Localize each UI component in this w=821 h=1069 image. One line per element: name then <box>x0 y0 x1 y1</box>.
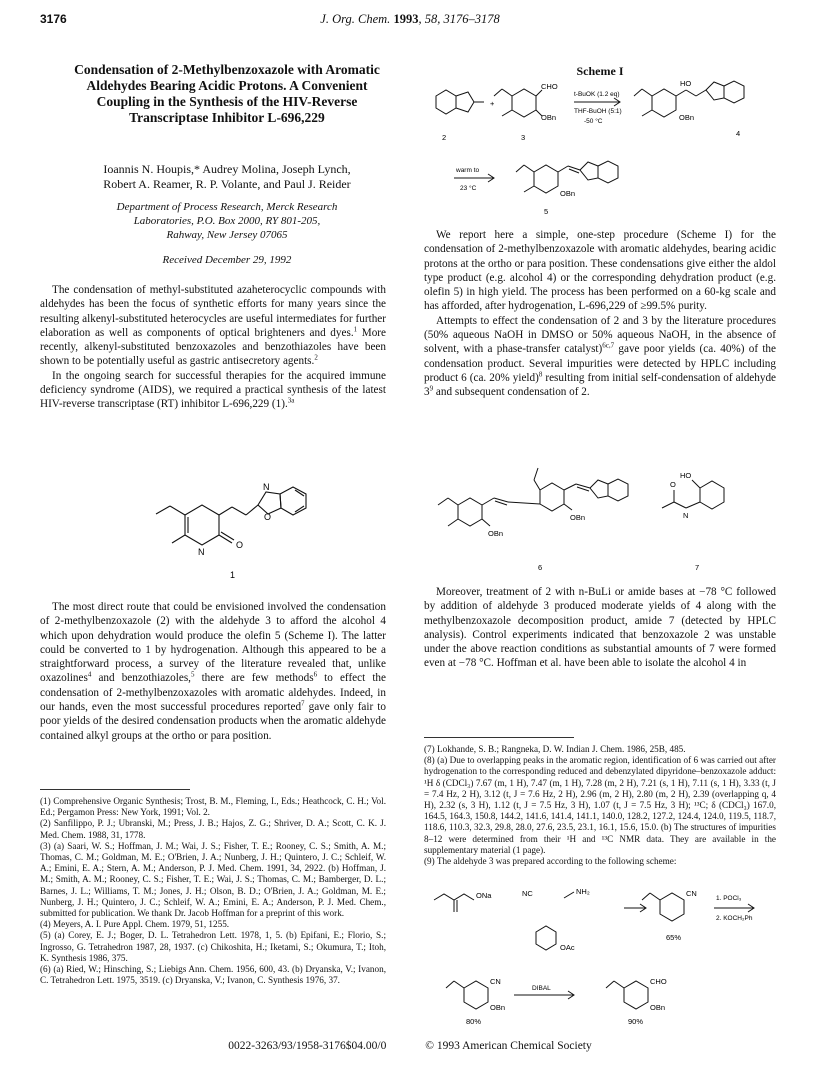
c6-obn-lower: OBn <box>488 529 504 538</box>
s9-cn-2: CN <box>490 977 501 986</box>
s9-yield-80: 80% <box>466 1017 482 1026</box>
s9-step-1: 1. POCl₃ <box>716 895 742 902</box>
right-paragraph-3: Moreover, treatment of 2 with n-BuLi or amide bases at −78 °C followed by addition of aldehyde 3 produced moderate yields of 4 along with the methylbenzoxazole decomposition product, amide 7 (detected by HPLC analysis). Control experiments indicated that benzoxazole 2 was unstable under the above reaction conditions as substantial amounts of 7 were formed even at −78 °C. Hoffman et al. have been able to isolate the alcohol 4 in <box>424 586 776 670</box>
authors-line-1: Ioannis N. Houpis,* Audrey Molina, Joseph Lynch, <box>103 162 351 176</box>
page-number: 3176 <box>40 12 67 26</box>
c1-o-atom: O <box>264 512 272 522</box>
scheme-plus: + <box>490 99 495 108</box>
journal-year: 1993 <box>393 12 419 26</box>
c1-nh-atom: N <box>198 547 205 557</box>
c7-ho: HO <box>680 471 692 480</box>
scheme-reagent-2-bottom: 23 °C <box>460 185 477 192</box>
page-footer <box>40 1040 780 1052</box>
right-paragraph-2: Attempts to effect the condensation of 2 and 3 by the literature procedures (50% aqueous NaOH in DMSO or 50% aqueous NaOH, in the absence of solvent, with a phase-transfer catalyst)$^{6c,7}$ gave poor yields (ca. 40%) of the condensation product. Several impurities were detected by HPLC including product 6 (ca. 20% yield)$^8$ resulting from initial self-condensation of aldehyde $3^9$ and subsequent condensation of 2. <box>424 314 777 399</box>
footnote-4: (4) Meyers, A. I. Pure Appl. Chem. 1979, 51, 1255. <box>40 919 230 930</box>
s9-yield-90: 90% <box>628 1017 644 1026</box>
footnotes-left <box>40 796 386 986</box>
article-code: 0022-3263/93/1958-3176$04.00/0 <box>228 1040 387 1052</box>
scheme-reagent-2-top: warm to <box>456 167 480 174</box>
scheme-obn-5: OBn <box>560 189 576 198</box>
affiliation-line-3: Rahway, New Jersey 07065 <box>166 229 288 241</box>
footnote-rule-left <box>40 789 190 790</box>
scheme-obn-4: OBn <box>679 113 695 122</box>
compound-7-label: 7 <box>695 563 700 572</box>
intro-text <box>40 283 386 412</box>
s9-obn-2: OBn <box>650 1003 666 1012</box>
s9-ona: ONa <box>476 891 492 900</box>
body-text-right-top <box>424 228 776 400</box>
s9-nh2: NH₂ <box>576 887 590 896</box>
s9-obn-1: OBn <box>490 1003 506 1012</box>
journal-citation: J. Org. Chem. 1993, 58, 3176–3178 <box>320 12 500 26</box>
copyright: © 1993 American Chemical Society <box>425 1040 592 1052</box>
journal-name: J. Org. Chem. <box>320 12 391 26</box>
scheme-label-4: 4 <box>736 129 741 138</box>
scheme-1-figure <box>424 78 776 218</box>
affiliation <box>70 200 384 242</box>
scheme-ho: HO <box>680 79 692 88</box>
scheme-cho: CHO <box>541 82 558 91</box>
aldehyde-synthesis-scheme <box>424 880 776 1028</box>
scheme-label-2: 2 <box>442 133 447 142</box>
compounds-6-7-figure <box>430 450 776 580</box>
footnotes-right <box>424 744 776 867</box>
scheme-title: Scheme I <box>576 64 624 78</box>
compound-6-label: 6 <box>538 563 543 572</box>
intro-paragraph-1: The condensation of methyl-substituted azaheterocyclic compounds with aldehydes has been the focus of synthetic efforts for many years since the resulting alkenyl-substituted heterocycles are useful intermediates for further elaboration as well as components of optical brighteners and dyes.$^1$ More recently, alkenyl-substituted benzoxazoles and benzothiazoles have been shown to be potentially useful as gastric antisecretory agents.$^2$ <box>40 284 386 368</box>
body-text-left <box>40 600 386 743</box>
intro-paragraph-2: In the ongoing search for successful therapies for the acquired immune deficiency syndrome (AIDS), we required a practical synthesis of the latest HIV-reverse transcriptase (RT) inhibitor L-696,229 (1).$^{3a}$ <box>40 369 386 411</box>
s9-nc: NC <box>522 889 533 898</box>
c1-carbonyl-o: O <box>236 540 244 550</box>
c6-obn-upper: OBn <box>570 513 586 522</box>
c1-n-atom: N <box>263 482 270 492</box>
scheme-label-5: 5 <box>544 207 549 216</box>
footnote-8: (8) (a) Due to overlapping peaks in the aromatic region, identification of 6 was carried out after hydrogenation to the corresponding reduced and debenzylated dipyridone–benzoxazole adduct: ¹H δ (CDCl₃) 7.67 (m, 1 H), 7.47 (m, 1 H), 7.28 (m, 2 H), 7.21 (s, 1 H), 7.11 (s, 1 H), 3.33 (t, J = 7.4 Hz, 2 H), 3.12 (t, J = 7.6 Hz, 2 H), 2.96 (m, 2 H), 2.80 (m, 2 H), 2.39 (overlapping q, 4 H), 2.32 (s, 3 H), 1.12 (t, J = 7.5 Hz, 3 H), 1.07 (t, J = 7.5 Hz, 3 H); ¹³C; δ (CDCl₃) 167.0, 164.5, 164.3, 150.8, 144.2, 141.6, 141.4, 141.1, 140.0, 128.2, 127.2, 124.4, 124.0, 119.5, 118.7, 118.6, 110.3, 32.3, 29.8, 28.0, 27.6, 23.5, 23.1, 16.1, 15.6, 15.0. (b) The structures of impurities 8–12 were determined from their ¹H and ¹³C NMR data. They are available in the supplementary material (1 page). <box>424 755 776 855</box>
footnote-rule-right <box>424 737 574 738</box>
footnote-3: (3) (a) Saari, W. S.; Hoffman, J. M.; Wai, J. S.; Fisher, T. E.; Rooney, C. S.; Smith, A. M.; Thomas, C. M.; Goldman, M. E.; O'Brien, J. A.; Nunberg, J. H.; Quintero, J. C.; Schleif, W. A.; Emini, E. A.; Stern, A. M.; Anderson, P. J. Med. Chem. 1991, 34, 2922. (b) Hoffman, J. M.; Smith, A. M.; Rooney, C. S.; Fisher, T. E.; Wai, J. S.; Thomas, C. M.; Bamberger, D. L.; Barnes, J. L.; Williams, T. M.; Jones, J. H.; Olson, B. D.; O'Brien, J. A.; Goldman, M. E.; Nunberg, J. H.; Quintero, J. C.; Schleif, W. A.; Emini, E. A.; Anderson, P. J. Med. Chem., submitted for publication. We thank Dr. Jacob Hoffman for a preprint of this work. <box>40 840 386 919</box>
scheme-label-3: 3 <box>521 133 526 142</box>
compound-1-structure <box>150 470 320 580</box>
authors-line-2: Robert A. Reamer, R. P. Volante, and Paul J. Reider <box>103 177 351 191</box>
compound-1-label: 1 <box>230 570 236 580</box>
journal-pages: 3176–3178 <box>443 12 500 26</box>
body-paragraph-3: The most direct route that could be envisioned involved the condensation of 2-methylbenzoxazole (2) with the aldehyde 3 to afford the alcohol 4 which upon dehydration would produce the olefin 5 (Scheme I). The latter could be converted to 1 by hydrogenation. Although this appeared to be a straightforward process, a survey of the literature revealed that, unlike oxazolines$^4$ and benzothiazoles,$^5$ there are few methods$^6$ to effect the condensation of 2-methylbenzoxazoles with aromatic aldehydes. Indeed, in our hands, even the most successful procedures reported$^7$ gave only fair to poor yields of the desired condensation products when the aromatic aldehyde contained alkyl groups at the ortho or para position. <box>40 601 386 742</box>
scheme-reagent-1-top: t-BuOK (1.2 eq) <box>574 91 620 98</box>
footnote-2: (2) Sanfilippo, P. J.; Ubranski, M.; Press, J. B.; Hajos, Z. G.; Shriver, D. A.; Scott, C. K. J. Med. Chem. 1988, 31, 1778. <box>40 818 386 840</box>
affiliation-line-2: Laboratories, P.O. Box 2000, RY 801-205, <box>133 215 321 227</box>
article-title: Condensation of 2-Methylbenzoxazole with Aromatic Aldehydes Bearing Acidic Protons. A Convenient Coupling in the Synthesis of the HIV-Reverse Transcriptase Inhibitor L-696,229 <box>74 62 380 125</box>
scheme-reagent-1-bottom-2: -50 °C <box>584 118 603 125</box>
author-list <box>70 162 384 192</box>
s9-step-2: 2. KOCH₂Ph <box>716 915 753 922</box>
scheme-obn-3: OBn <box>541 113 557 122</box>
footnote-5: (5) (a) Corey, E. J.; Boger, D. L. Tetrahedron Lett. 1978, 1, 5. (b) Epifani, E.; Florio, S.; Ingrosso, G. Tetrahedron 1987, 28, 1937. (c) Chikoshita, H.; Iketami, S.; Okumura, T.; Itoh, K. Synthesis 1986, 375. <box>40 930 386 963</box>
footnote-9: (9) The aldehyde 3 was prepared according to the following scheme: <box>424 856 677 867</box>
c7-n-atom: N <box>683 511 689 520</box>
footnote-1: (1) Comprehensive Organic Synthesis; Trost, B. M., Fleming, I., Eds.; Heathcock, C. H.; Vol. Ed.; Pergamon Press: New York, 1991; Vol. 2. <box>40 796 386 818</box>
journal-volume: 58 <box>424 12 438 26</box>
running-header <box>40 12 780 32</box>
c7-o-atom: O <box>670 480 676 489</box>
s9-cn-1: CN <box>686 889 697 898</box>
s9-cho: CHO <box>650 977 667 986</box>
s9-yield-65: 65% <box>666 933 682 942</box>
received-date: Received December 29, 1992 <box>162 254 292 266</box>
footnote-6: (6) (a) Ried, W.; Hinsching, S.; Liebigs Ann. Chem. 1956, 600, 43. (b) Dryanska, V.; Ivanon, C. Tetrahedron Lett. 1975, 3519. (c) Dryanska, V.; Ivanon, C. Synthesis 1976, 37. <box>40 964 386 986</box>
right-paragraph-1: We report here a simple, one-step procedure (Scheme I) for the condensation of 2-methylbenzoxazole with aromatic aldehydes, bearing acidic protons at the ortho or para position. These condensations give either the aldol type product (e.g. alcohol 4) or the corresponding dehydration product (e.g. olefin 5) in high yield. The process has been performed on a 60-kg scale and has afforded, after hydrogenation, L-696,229 of ≥99.5% purity. <box>424 229 776 313</box>
s9-dibal: DIBAL <box>532 985 551 992</box>
footnote-7: (7) Lokhande, S. B.; Rangneka, D. W. Indian J. Chem. 1986, 25B, 485. <box>424 744 686 754</box>
scheme-reagent-1-bottom-1: THF-BuOH (5:1) <box>574 108 622 115</box>
s9-oac: OAc <box>560 943 575 952</box>
affiliation-line-1: Department of Process Research, Merck Research <box>116 201 338 213</box>
body-text-right-bottom <box>424 585 776 671</box>
